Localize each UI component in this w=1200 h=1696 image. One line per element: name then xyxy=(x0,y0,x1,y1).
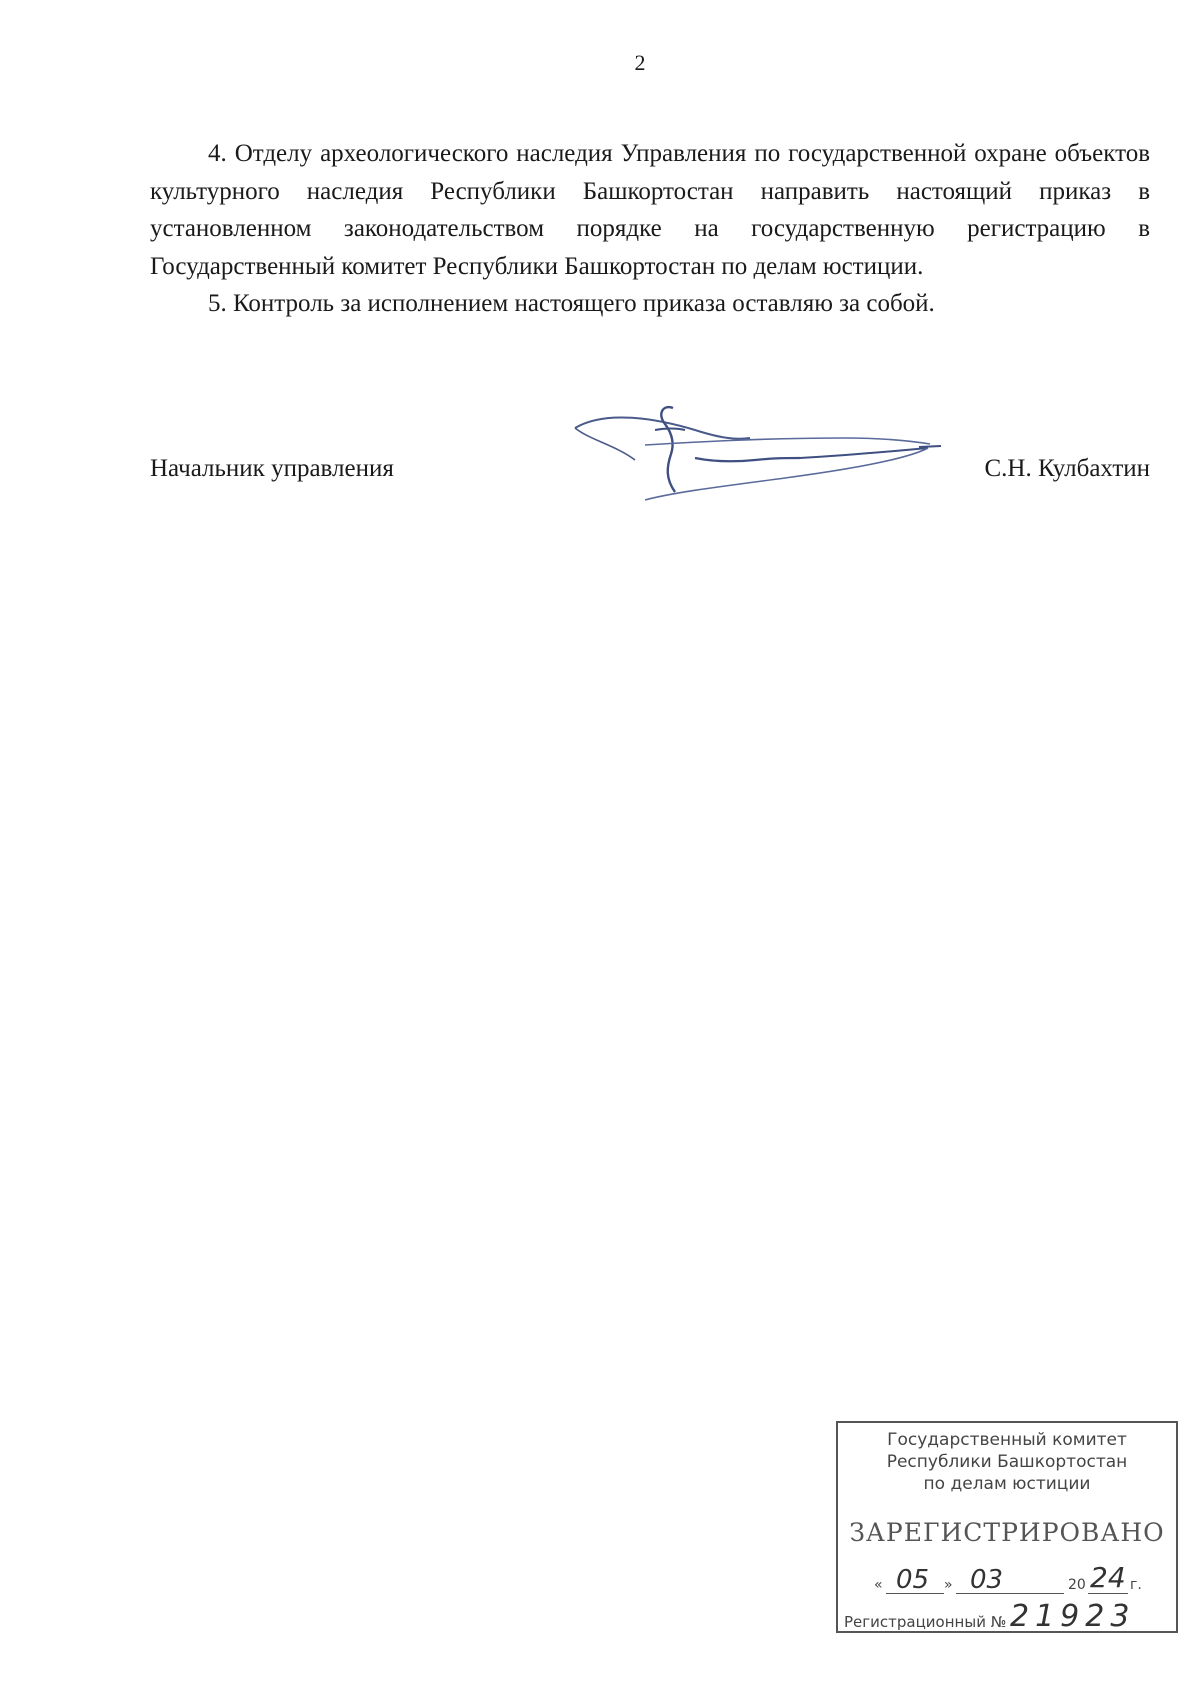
stamp-date xyxy=(838,1561,1176,1599)
stamp-organization xyxy=(838,1429,1176,1495)
stamp-day: 05 xyxy=(896,1565,930,1595)
date-quote-close: » xyxy=(944,1577,953,1593)
stamp-month: 03 xyxy=(970,1565,1004,1595)
year-unit: г. xyxy=(1130,1577,1142,1593)
stamp-title: ЗАРЕГИСТРИРОВАНО xyxy=(849,1518,1165,1547)
reg-label: Регистрационный № xyxy=(844,1613,1007,1631)
handwritten-signature xyxy=(545,400,945,520)
page-number: 2 xyxy=(634,50,646,75)
signatory-title: Начальник управления xyxy=(150,455,394,482)
stamp-org-line: по делам юстиции xyxy=(923,1474,1091,1495)
stamp-org-line: Республики Башкортостан xyxy=(886,1452,1128,1473)
year-prefix: 20 xyxy=(1068,1577,1086,1593)
document-body xyxy=(150,135,1150,323)
signature-block xyxy=(150,400,1150,520)
registration-stamp xyxy=(836,1421,1178,1633)
paragraph-4: 4. Отделу археологического наследия Управления по государственной охране объектов культурного наследия Республики Башкортостан направить настоящий приказ в установленном законодательством порядке на государственную регистрацию в Государственный комитет Республики Башкортостан по делам юстиции. xyxy=(150,140,1150,280)
signatory-name: С.Н. Кулбахтин xyxy=(984,455,1150,482)
stamp-registration xyxy=(838,1599,1176,1634)
paragraph-5: 5. Контроль за исполнением настоящего приказа оставляю за собой. xyxy=(208,290,935,317)
stamp-org-line: Государственный комитет xyxy=(887,1430,1127,1450)
stamp-year: 24 xyxy=(1090,1561,1126,1594)
date-quote-open: « xyxy=(874,1577,883,1593)
reg-number: 21923 xyxy=(1010,1599,1136,1634)
